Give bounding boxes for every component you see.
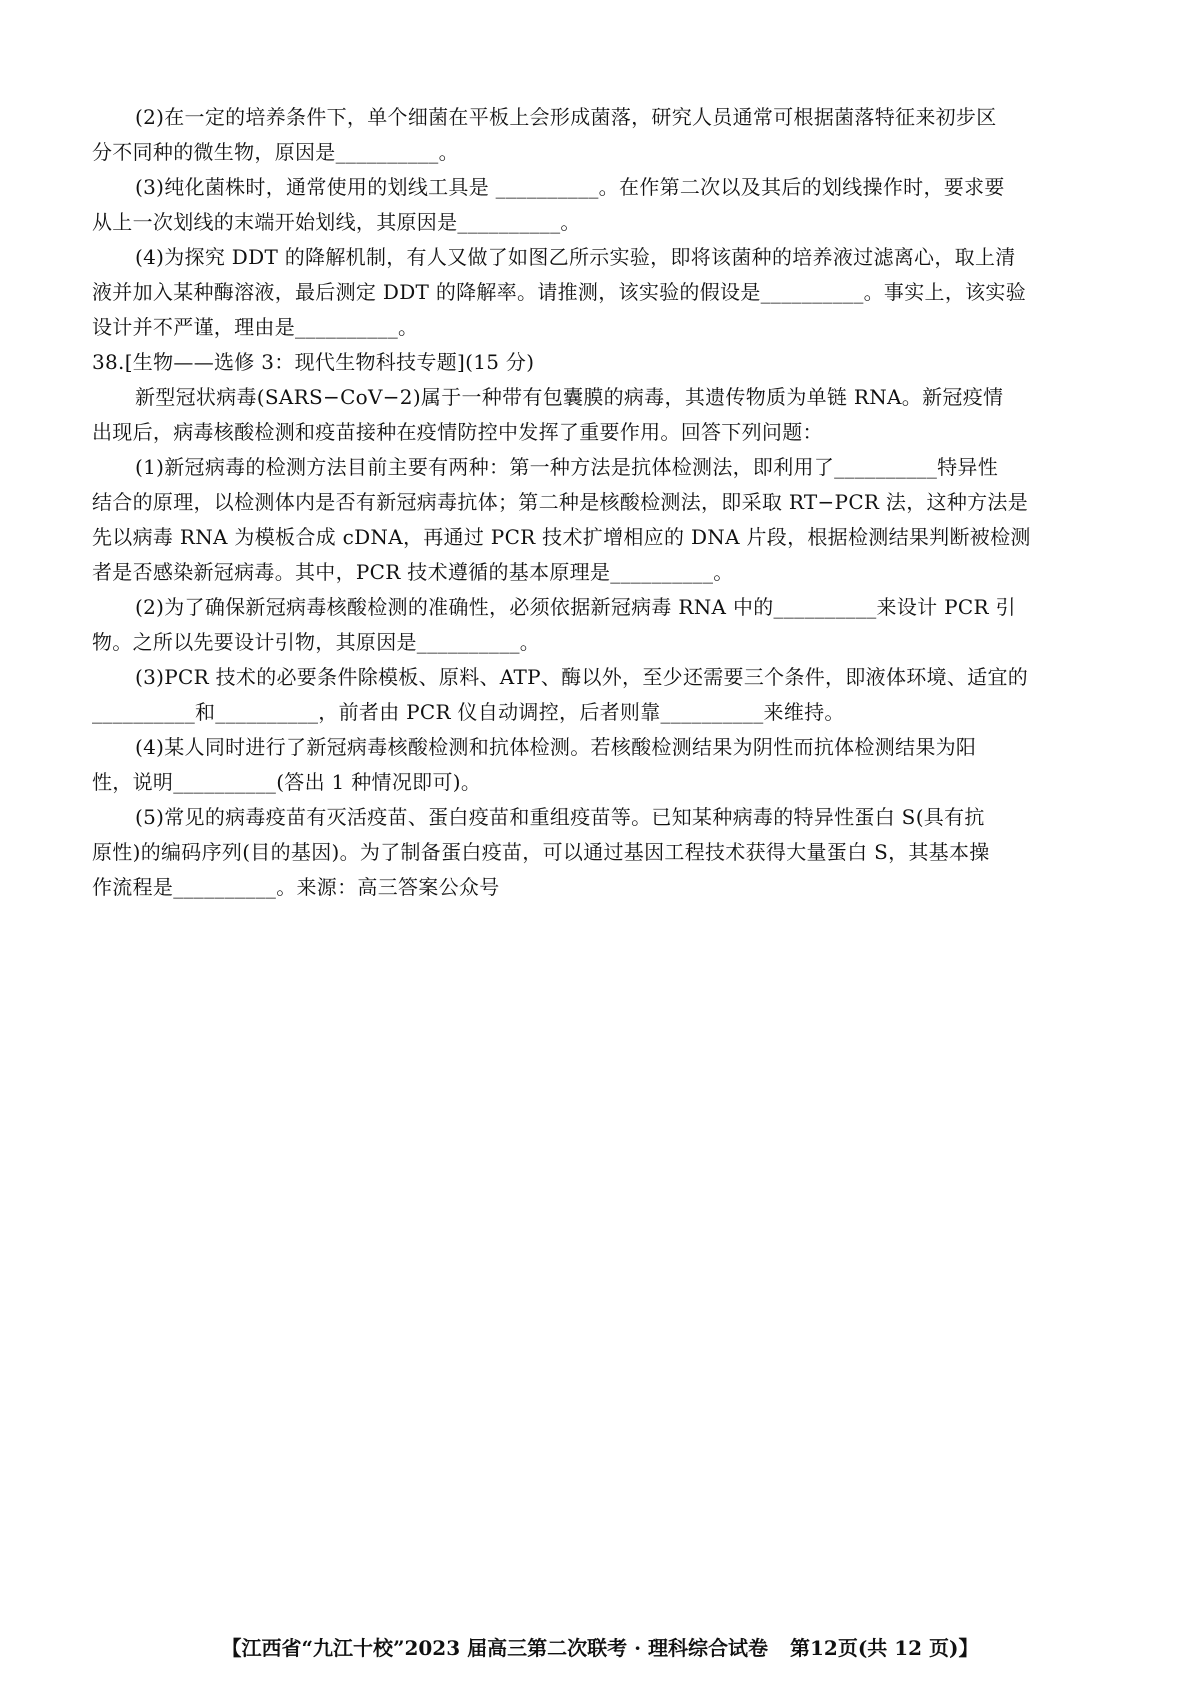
text-line: 物。之所以先要设计引物，其原因是__________。 [92, 630, 541, 654]
page-footer [0, 1632, 1200, 1661]
text-line: (4)为探究 DDT 的降解机制，有人又做了如图乙所示实验，即将该菌种的培养液过滤离心，取上清 [135, 245, 1016, 269]
text-line: 者是否感染新冠病毒。其中，PCR 技术遵循的基本原理是__________。 [92, 560, 734, 584]
text-line: 分不同种的微生物，原因是__________。 [92, 140, 459, 164]
text-line: (2)为了确保新冠病毒核酸检测的准确性，必须依据新冠病毒 RNA 中的__________来设计 PCR 引 [135, 595, 1016, 619]
text-line: 作流程是__________。来源：高三答案公众号 [92, 875, 500, 899]
text-line: 液并加入某种酶溶液，最后测定 DDT 的降解率。请推测，该实验的假设是__________。事实上，该实验 [92, 280, 1027, 304]
text-line: 出现后，病毒核酸检测和疫苗接种在疫情防控中发挥了重要作用。回答下列问题： [92, 420, 823, 444]
text-line: (4)某人同时进行了新冠病毒核酸检测和抗体检测。若核酸检测结果为阴性而抗体检测结果为阳 [135, 735, 977, 759]
text-line: 新型冠状病毒(SARS−CoV−2)属于一种带有包囊膜的病毒，其遗传物质为单链 RNA。新冠疫情 [135, 385, 1004, 409]
text-line: (5)常见的病毒疫苗有灭活疫苗、蛋白疫苗和重组疫苗等。已知某种病毒的特异性蛋白 S(具有抗 [135, 805, 985, 829]
text-line: 从上一次划线的末端开始划线，其原因是__________。 [92, 210, 581, 234]
text-line: 38.[生物——选修 3：现代生物科技专题](15 分) [92, 350, 535, 374]
text-line: 结合的原理，以检测体内是否有新冠病毒抗体；第二种是核酸检测法，即采取 RT−PCR 法，这种方法是 [92, 490, 1029, 514]
text-line: __________和__________，前者由 PCR 仪自动调控，后者则靠__________来维持。 [92, 700, 845, 724]
text-line: 性，说明__________(答出 1 种情况即可)。 [92, 770, 482, 794]
text-line: 先以病毒 RNA 为模板合成 cDNA，再通过 PCR 技术扩增相应的 DNA 片段，根据检测结果判断被检测 [92, 525, 1031, 549]
text-line: 设计并不严谨，理由是__________。 [92, 315, 419, 339]
text-line: (3)PCR 技术的必要条件除模板、原料、ATP、酶以外，至少还需要三个条件，即液体环境、适宜的 [135, 665, 1029, 689]
question-text [92, 100, 1148, 905]
footer-page-number: 第12页(共 12 页)】 [790, 1636, 979, 1660]
text-line: (2)在一定的培养条件下，单个细菌在平板上会形成菌落，研究人员通常可根据菌落特征来初步区 [135, 105, 997, 129]
text-line: (1)新冠病毒的检测方法目前主要有两种：第一种方法是抗体检测法，即利用了__________特异性 [135, 455, 999, 479]
text-line: (3)纯化菌株时，通常使用的划线工具是 __________。在作第二次以及其后的划线操作时，要求要 [135, 175, 1005, 199]
text-line: 原性)的编码序列(目的基因)。为了制备蛋白疫苗，可以通过基因工程技术获得大量蛋白 S，其基本操 [92, 840, 990, 864]
footer-title: 【江西省“九江十校”2023 届高三第二次联考 · 理科综合试卷 [221, 1636, 768, 1660]
